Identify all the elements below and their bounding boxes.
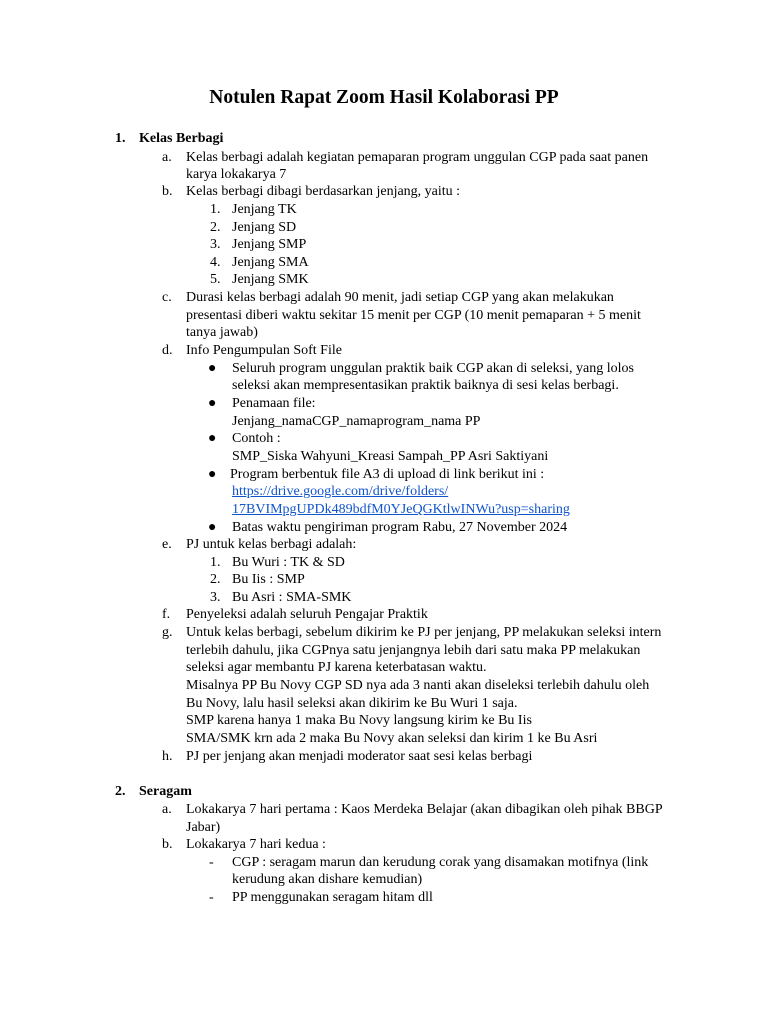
page-title: Notulen Rapat Zoom Hasil Kolaborasi PP	[209, 87, 559, 108]
bullet-icon: ●	[208, 396, 217, 411]
list-item-text: Jenjang TK	[232, 202, 297, 217]
dash-marker: -	[209, 890, 214, 905]
list-item-text: tanya jawab)	[186, 325, 258, 340]
list-item-text: Penamaan file:	[232, 396, 316, 411]
list-item-text: SMP karena hanya 1 maka Bu Novy langsung kirim ke Bu Iis	[186, 713, 532, 728]
list-marker: c.	[162, 290, 172, 305]
list-marker: 1.	[210, 555, 221, 570]
list-item-text: Bu Iis : SMP	[232, 572, 305, 587]
list-item-text: Jenjang SMK	[232, 272, 309, 287]
list-item-text: Bu Asri : SMA-SMK	[232, 590, 352, 605]
list-item-text: seleksi agar membantu PJ karena keterbatasan waktu.	[186, 660, 487, 675]
list-item-text: Bu Novy, lalu hasil seleksi akan dikirim ke Bu Wuri 1 saja.	[186, 696, 518, 711]
list-marker: b.	[162, 184, 173, 199]
section-number: 2.	[115, 784, 126, 799]
list-item-text: Bu Wuri : TK & SD	[232, 555, 345, 570]
list-item-text: Jenjang SMA	[232, 255, 309, 270]
list-item-text: PJ untuk kelas berbagi adalah:	[186, 537, 357, 552]
list-item-text: PP menggunakan seragam hitam dll	[232, 890, 433, 905]
bullet-icon: ●	[208, 520, 217, 535]
list-item-text: seleksi akan mempresentasikan praktik baiknya di sesi kelas berbagi.	[232, 378, 619, 393]
list-marker: 2.	[210, 572, 221, 587]
list-item-text: Batas waktu pengiriman program Rabu, 27 November 2024	[232, 520, 568, 535]
list-item-text: terlebih dahulu, jika CGPnya satu jenjangnya lebih dari satu maka PP melakukan	[186, 643, 641, 658]
list-item-text: Jenjang SD	[232, 220, 297, 235]
list-item-text: Info Pengumpulan Soft File	[186, 343, 342, 358]
dash-marker: -	[209, 855, 214, 870]
list-item-text: Kelas berbagi dibagi berdasarkan jenjang, yaitu :	[186, 184, 461, 199]
list-item-text: Penyeleksi adalah seluruh Pengajar Praktik	[186, 607, 428, 622]
list-item-text: Seluruh program unggulan praktik baik CGP akan di seleksi, yang lolos	[232, 361, 634, 376]
list-marker: f.	[162, 607, 171, 622]
list-item-text: Misalnya PP Bu Novy CGP SD nya ada 3 nanti akan diseleksi terlebih dahulu oleh	[186, 678, 650, 693]
list-item-text: Jenjang SMP	[232, 237, 307, 252]
section-number: 1.	[115, 131, 126, 146]
drive-link[interactable]: https://drive.google.com/drive/folders/	[232, 484, 449, 499]
list-item-text: Lokakarya 7 hari pertama : Kaos Merdeka Belajar (akan dibagikan oleh pihak BBGP	[186, 802, 663, 817]
list-marker: 5.	[210, 272, 221, 287]
list-marker: 3.	[210, 237, 221, 252]
list-item-text: Durasi kelas berbagi adalah 90 menit, jadi setiap CGP yang akan melakukan	[186, 290, 614, 305]
list-marker: 1.	[210, 202, 221, 217]
list-marker: 2.	[210, 220, 221, 235]
list-item-text: Untuk kelas berbagi, sebelum dikirim ke PJ per jenjang, PP melakukan seleksi intern	[186, 625, 662, 640]
list-item-text: SMA/SMK krn ada 2 maka Bu Novy akan seleksi dan kirim 1 ke Bu Asri	[186, 731, 598, 746]
bullet-icon: ●	[208, 467, 217, 482]
list-marker: 3.	[210, 590, 221, 605]
list-item-text: CGP : seragam marun dan kerudung corak yang disamakan motifnya (link	[232, 855, 649, 870]
list-marker: b.	[162, 837, 173, 852]
list-marker: h.	[162, 749, 173, 764]
bullet-icon: ●	[208, 361, 217, 376]
list-item-text: Contoh :	[232, 431, 281, 446]
list-item-text: Jabar)	[186, 820, 221, 835]
bullet-icon: ●	[208, 431, 217, 446]
list-marker: d.	[162, 343, 173, 358]
section-heading: Kelas Berbagi	[139, 131, 224, 146]
list-item-text: SMP_Siska Wahyuni_Kreasi Sampah_PP Asri Saktiyani	[232, 449, 549, 464]
list-item-text: kerudung akan dishare kemudian)	[232, 872, 423, 887]
list-item-text: Kelas berbagi adalah kegiatan pemaparan program unggulan CGP pada saat panen	[186, 150, 649, 165]
list-item-text: Program berbentuk file A3 di upload di link berikut ini :	[230, 467, 545, 482]
drive-link[interactable]: 17BVIMpgUPDk489bdfM0YJeQGKtlwINWu?usp=sharing	[232, 502, 570, 517]
list-marker: a.	[162, 150, 172, 165]
list-marker: e.	[162, 537, 172, 552]
list-item-text: presentasi diberi waktu sekitar 15 menit per CGP (10 menit pemaparan + 5 menit	[186, 308, 641, 323]
list-marker: g.	[162, 625, 173, 640]
list-item-text: Lokakarya 7 hari kedua :	[186, 837, 326, 852]
list-marker: a.	[162, 802, 172, 817]
list-marker: 4.	[210, 255, 221, 270]
list-item-text: karya lokakarya 7	[186, 167, 287, 182]
section-heading: Seragam	[139, 784, 192, 799]
list-item-text: Jenjang_namaCGP_namaprogram_nama PP	[232, 414, 481, 429]
list-item-text: PJ per jenjang akan menjadi moderator saat sesi kelas berbagi	[186, 749, 533, 764]
